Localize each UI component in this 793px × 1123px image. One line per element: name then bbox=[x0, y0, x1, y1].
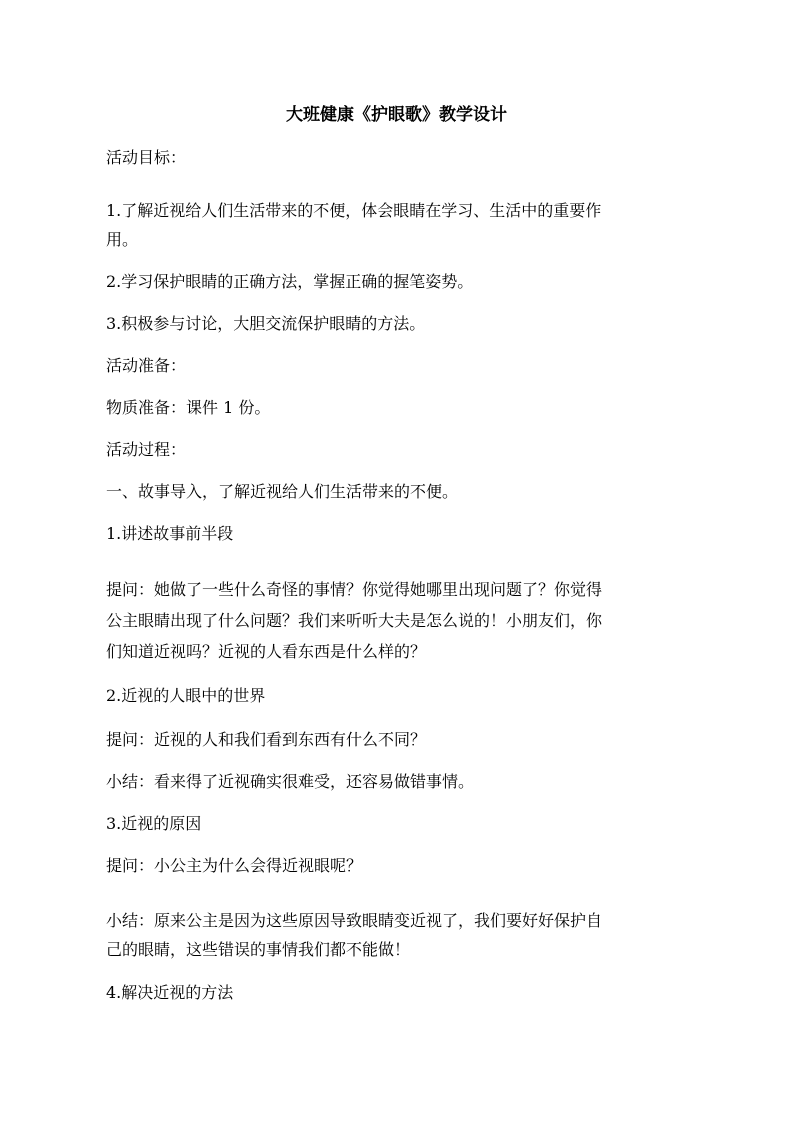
goal-1-line-2: 用。 bbox=[106, 230, 139, 249]
question-1-line-1: 提问：她做了一些什么奇怪的事情？你觉得她哪里出现问题了？你觉得 bbox=[106, 580, 603, 599]
goal-2: 2.学习保护眼睛的正确方法，掌握正确的握笔姿势。 bbox=[106, 272, 474, 291]
summary-3-line-2: 己的眼睛，这些错误的事情我们都不能做！ bbox=[106, 940, 411, 959]
process-step-1-heading: 一、故事导入，了解近视给人们生活带来的不便。 bbox=[106, 482, 459, 501]
question-1-line-2: 公主眼睛出现了什么问题？我们来听听大夫是怎么说的！小朋友们，你 bbox=[106, 611, 603, 630]
section-heading-process: 活动过程： bbox=[106, 440, 187, 459]
document-title: 大班健康《护眼歌》教学设计 bbox=[286, 105, 507, 125]
question-3: 提问：小公主为什么会得近视眼呢？ bbox=[106, 856, 363, 875]
section-heading-goals: 活动目标： bbox=[106, 148, 187, 167]
substep-1-1: 1.讲述故事前半段 bbox=[106, 524, 234, 543]
substep-1-4: 4.解决近视的方法 bbox=[106, 983, 234, 1002]
goal-3: 3.积极参与讨论，大胆交流保护眼睛的方法。 bbox=[106, 314, 426, 333]
question-1-line-3: 们知道近视吗？近视的人看东西是什么样的？ bbox=[106, 642, 427, 661]
summary-3-line-1: 小结：原来公主是因为这些原因导致眼睛变近视了，我们要好好保护自 bbox=[106, 911, 603, 930]
question-2: 提问：近视的人和我们看到东西有什么不同？ bbox=[106, 730, 427, 749]
summary-2: 小结：看来得了近视确实很难受，还容易做错事情。 bbox=[106, 772, 475, 791]
substep-1-3: 3.近视的原因 bbox=[106, 814, 202, 833]
material-preparation: 物质准备：课件 1 份。 bbox=[106, 398, 271, 417]
goal-1-line-1: 1.了解近视给人们生活带来的不便，体会眼睛在学习、生活中的重要作 bbox=[106, 201, 602, 220]
section-heading-preparation: 活动准备： bbox=[106, 356, 187, 375]
substep-1-2: 2.近视的人眼中的世界 bbox=[106, 686, 266, 705]
